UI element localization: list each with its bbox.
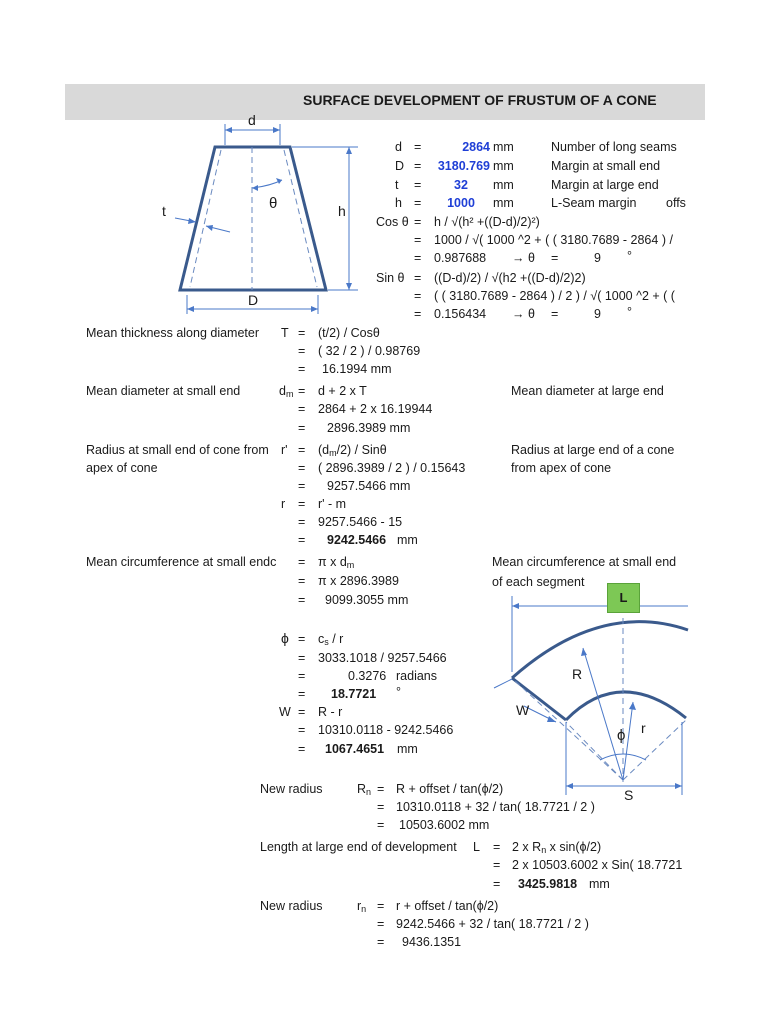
label-t: t: [162, 203, 166, 219]
input-value-d[interactable]: 2864: [462, 140, 490, 154]
dm-large-label: Mean diameter at large end: [511, 384, 664, 398]
label-h: h: [338, 203, 346, 219]
input-value-D[interactable]: 3180.769: [437, 159, 490, 173]
sin-theta-value: 0.156434: [434, 307, 487, 321]
rn-value: 9436.1351: [402, 935, 462, 949]
L-value: 3425.9818: [518, 877, 578, 891]
mean-thickness-value: 16.1994 mm: [322, 362, 392, 376]
rprime-value: 9257.5466 mm: [327, 479, 411, 493]
dm-label: Mean diameter at small end: [86, 384, 241, 398]
input-sym-d: d: [395, 140, 402, 154]
cos-theta-label: Cos θ: [376, 215, 409, 229]
label-W: W: [516, 702, 530, 718]
Rn-label: New radius: [260, 782, 323, 796]
Rn-value: 10503.6002 mm: [399, 818, 490, 832]
rn-label: New radius: [260, 899, 323, 913]
label-phi: ϕ: [617, 727, 626, 744]
sin-theta-label: Sin θ: [376, 271, 405, 285]
input-value-t[interactable]: 32: [454, 178, 468, 192]
r-value: 9242.5466: [327, 533, 387, 547]
circumference-label: Mean circumference at small endc: [86, 555, 277, 569]
input-sym-h: h: [395, 196, 402, 210]
circumference-value: 9099.3055 mm: [325, 593, 409, 607]
mean-thickness-label: Mean thickness along diameter: [86, 326, 260, 340]
phi-degrees-value: 18.7721: [331, 687, 377, 701]
label-S: S: [624, 787, 634, 803]
L-label: Length at large end of development: [260, 840, 457, 854]
W-value: 1067.4651: [325, 742, 385, 756]
label-theta: θ: [269, 195, 278, 212]
label-L: L: [607, 583, 640, 613]
input-value-h[interactable]: 1000: [447, 196, 475, 210]
rprime-label: Radius at small end of cone from: [86, 443, 269, 457]
label-d: d: [248, 112, 256, 128]
label-R: R: [572, 666, 583, 682]
phi-radians-value: 0.3276: [348, 669, 387, 683]
input-sym-D: D: [395, 159, 405, 173]
cos-theta-value: 0.987688: [434, 251, 487, 265]
page-title: SURFACE DEVELOPMENT OF FRUSTUM OF A CONE: [303, 92, 657, 108]
label-D: D: [248, 292, 259, 308]
input-sym-t: t: [395, 178, 399, 192]
dm-value: 2896.3989 mm: [327, 421, 411, 435]
label-r-small: r: [641, 720, 646, 736]
